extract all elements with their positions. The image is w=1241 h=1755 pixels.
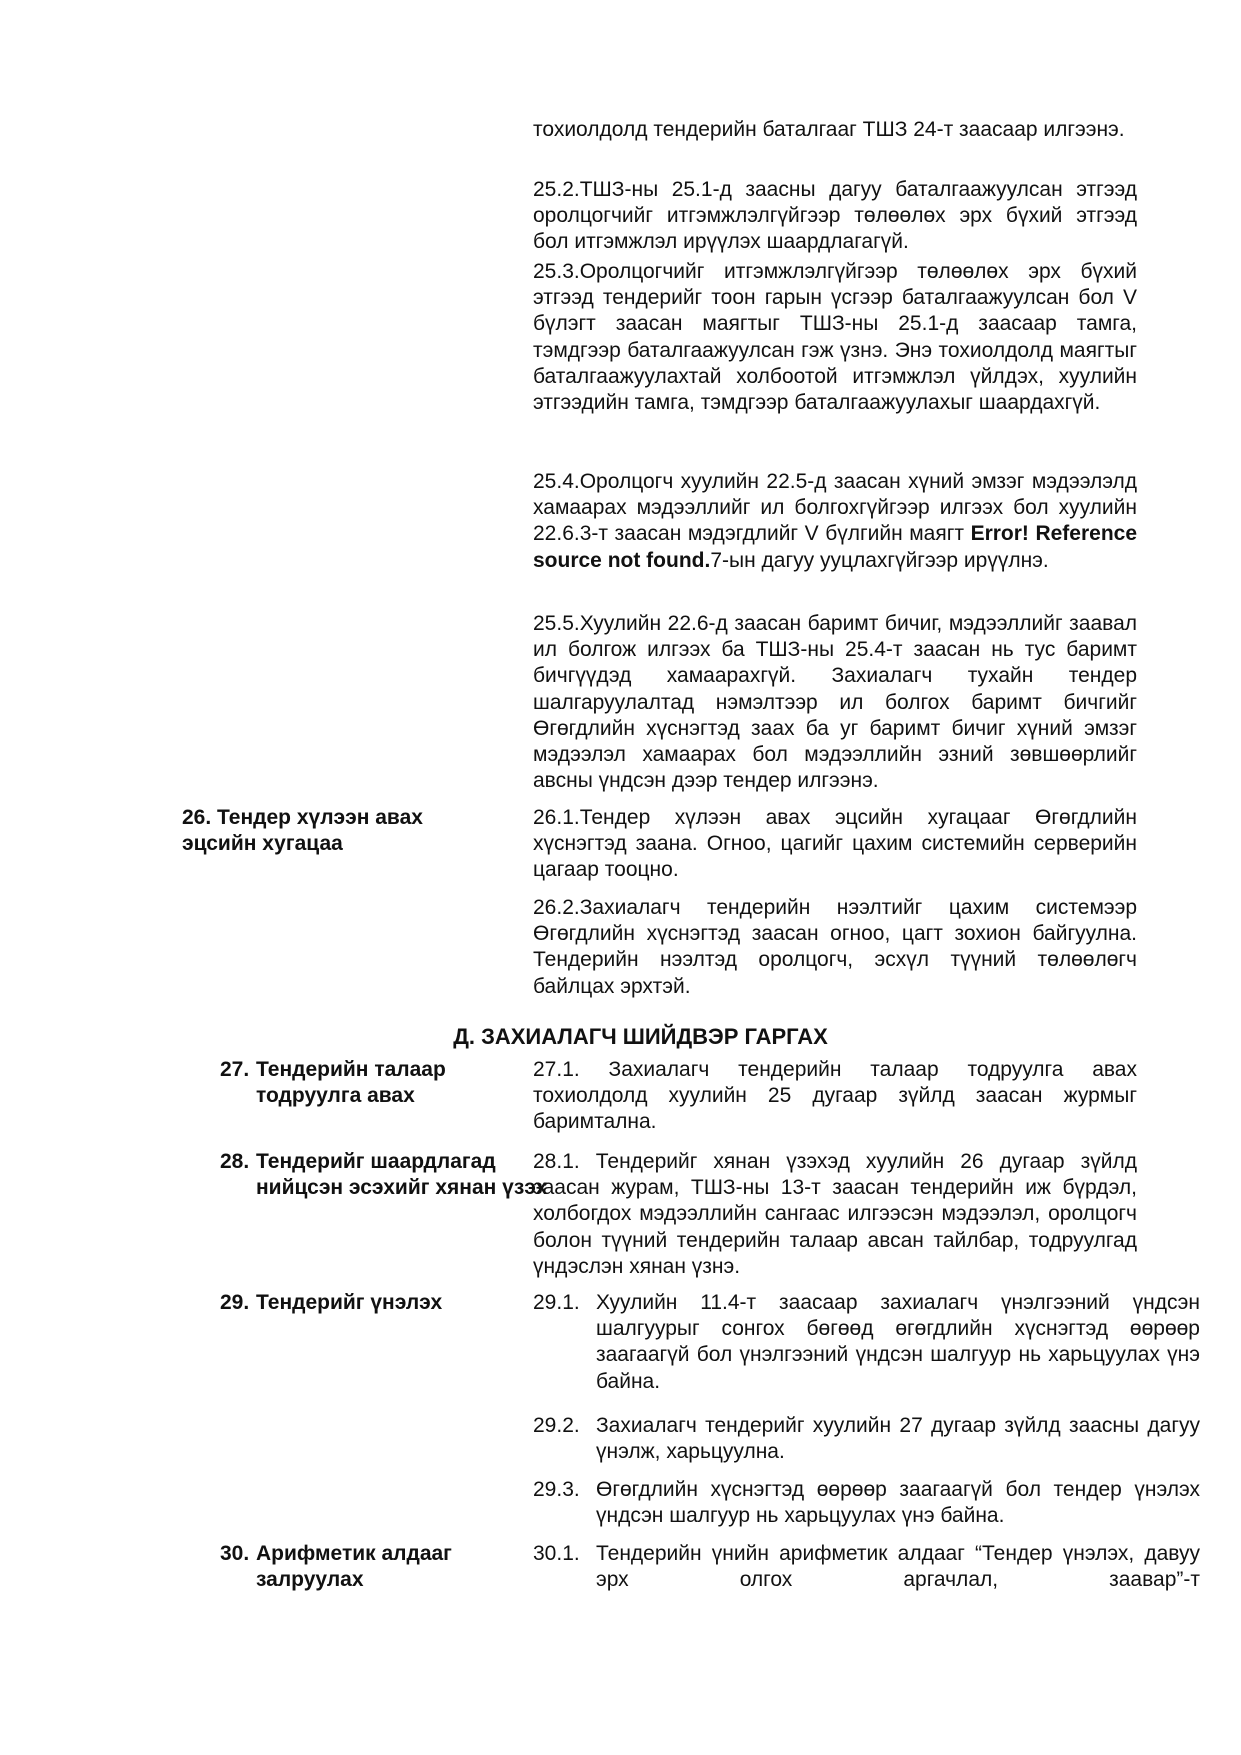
- section-26-title: 26. Тендер хүлээн авах эцсийн хугацаа: [182, 806, 423, 856]
- clause-26-1: [533, 805, 1137, 884]
- section-title-text: Тендерийг үнэлэх: [256, 1291, 443, 1314]
- clause-30-1: [533, 1541, 1200, 1593]
- clause-text: Тендер хүлээн авах эцсийн хугацааг Өгөгдлийн хүснэгтэд заана. Огноо, цагийг цахим системийн серверийн цагаар тооцно.: [533, 806, 1137, 882]
- reference-error-text: Error! Reference source not found.: [533, 522, 1138, 572]
- section-27-title: [220, 1057, 556, 1109]
- clause-25-2: [533, 177, 1137, 256]
- section-heading: Д. ЗАХИАЛАГЧ ШИЙДВЭР ГАРГАХ: [453, 1024, 828, 1049]
- clause-text: Хуулийн 22.6-д заасан баримт бичиг, мэдээллийг заавал ил болгож илгээх ба ТШЗ-ны 25.4-т заасан нь тус баримт бичгүүдэд хамаарахгүй. Захиалагч тухайн тендер шалгаруулалтад нэмэлтээр ил болгох баримт бичгийг Өгөгдлийн хүснэгтэд заах ба уг баримт бичиг хүний эмзэг мэдээлэл хамаарах бол мэдээллийн эзний зөвшөөрлийг авсны үндсэн дээр тендер илгээнэ.: [533, 612, 1137, 793]
- clause-number: 25.5.: [533, 612, 580, 635]
- continuation-paragraph: [533, 117, 1137, 143]
- section-title-text: Тендерийг шаардлагад нийцсэн эсэхийг хянан үзэх: [256, 1150, 548, 1200]
- clause-25-4: [533, 469, 1137, 574]
- clause-text: Захиалагч тендерийн нээлтийг цахим системээр Өгөгдлийн хүснэгтэд заасан огноо, цагт зохион байгуулна. Тендерийн нээлтэд оролцогч, эсхүл түүний төлөөлөгч байлцах эрхтэй.: [533, 896, 1137, 998]
- clause-number: 26.2.: [533, 896, 580, 919]
- clause-number: 29.3.: [533, 1478, 580, 1501]
- clause-number: 29.1.: [533, 1291, 580, 1314]
- clause-29-1: [533, 1290, 1200, 1395]
- clause-text: Тендерийн үнийн арифметик алдааг “Тендер үнэлэх, давуу эрх олгох аргачлал, заавар”-т: [596, 1542, 1200, 1592]
- clause-number: 25.4.: [533, 470, 580, 493]
- section-30-title: [220, 1541, 556, 1593]
- section-number: 27.: [220, 1058, 250, 1081]
- section-number: 28.: [220, 1150, 250, 1173]
- clause-text: Хуулийн 11.4-т заасаар захиалагч үнэлгээний үндсэн шалгуурыг сонгох бөгөөд өгөгдлийн хүснэгтэд өөрөөр заагаагүй бол үнэлгээний үндсэн шалгуур нь харьцуулах үнэ байна.: [596, 1291, 1200, 1393]
- clause-text-continued: 7-ын дагуу ууцлахгүйгээр ирүүлнэ.: [710, 548, 1049, 572]
- clause-25-5: [533, 611, 1137, 794]
- section-title-text: Арифметик алдааг залруулах: [256, 1542, 452, 1592]
- clause-text: Захиалагч тендерийг хуулийн 27 дугаар зүйлд заасны дагуу үнэлж, харьцуулна.: [596, 1414, 1200, 1464]
- clause-text: ТШЗ-ны 25.1-д заасны дагуу баталгаажуулсан этгээд оролцогчийг итгэмжлэлгүйгээр төлөөлөх эрх бүхий этгээд бол итгэмжлэл ирүүлэх шаардлагагүй.: [533, 178, 1137, 254]
- section-number: 29.: [220, 1291, 250, 1314]
- clause-number: 28.1.: [533, 1150, 580, 1173]
- section-number: 30.: [220, 1542, 250, 1565]
- clause-number: 25.2.: [533, 178, 580, 201]
- section-29-title: [220, 1290, 556, 1316]
- clause-27-1: [533, 1057, 1137, 1136]
- clause-number: 26.1.: [533, 806, 580, 829]
- paragraph-text: тохиолдолд тендерийн баталгааг ТШЗ 24-т заасаар илгээнэ.: [533, 118, 1125, 141]
- section-title-text: Тендерийн талаар тодруулга авах: [256, 1058, 446, 1108]
- clause-28-1: [533, 1149, 1137, 1280]
- clause-text: Оролцогчийг итгэмжлэлгүйгээр төлөөлөх эрх бүхий этгээд тендерийг тоон гарын үсгээр баталгаажуулсан бол V бүлэгт заасан маягтыг ТШЗ-ны 25.1-д заасаар тамга, тэмдгээр баталгаажуулсан гэж үзнэ. Энэ тохиолдолд маягтыг баталгаажуулахтай холбоотой итгэмжлэл үйлдэх, хуулийн этгээдийн тамга, тэмдгээр баталгаажуулахыг шаардахгүй.: [533, 260, 1137, 415]
- clause-25-3: [533, 259, 1137, 416]
- clause-text: Оролцогч хуулийн 22.5-д заасан хүний эмзэг мэдээлэлд хамаарах мэдээллийг ил болгохгүйгээр илгээх бол хуулийн 22.6.3-т заасан мэдэгдлийг V бүлгийн маягт: [533, 470, 1137, 546]
- clause-29-2: [533, 1413, 1200, 1465]
- clause-text: Тендерийг хянан үзэхэд хуулийн 26 дугаар зүйлд заасан журам, ТШЗ-ны 13-т заасан тендерийн иж бүрдэл, холбогдох мэдээллийн сангаас илгээсэн мэдээлэл, оролцогч болон түүний тендерийн талаар авсан тайлбар, тодруулгад үндэслэн хянан үзнэ.: [533, 1150, 1137, 1278]
- clause-number: 29.2.: [533, 1414, 580, 1437]
- clause-29-3: [533, 1477, 1200, 1529]
- section-28-title: [220, 1149, 566, 1201]
- clause-number: 27.1.: [533, 1058, 580, 1081]
- clause-number: 25.3.: [533, 260, 580, 283]
- clause-26-2: [533, 895, 1137, 1000]
- clause-number: 30.1.: [533, 1542, 580, 1565]
- clause-text: Өгөгдлийн хүснэгтэд өөрөөр заагаагүй бол тендер үнэлэх үндсэн шалгуур нь харьцуулах үнэ байна.: [596, 1478, 1200, 1528]
- clause-text: Захиалагч тендерийн талаар тодруулга авах тохиолдолд хуулийн 25 дугаар зүйлд заасан журмыг баримтална.: [533, 1058, 1137, 1134]
